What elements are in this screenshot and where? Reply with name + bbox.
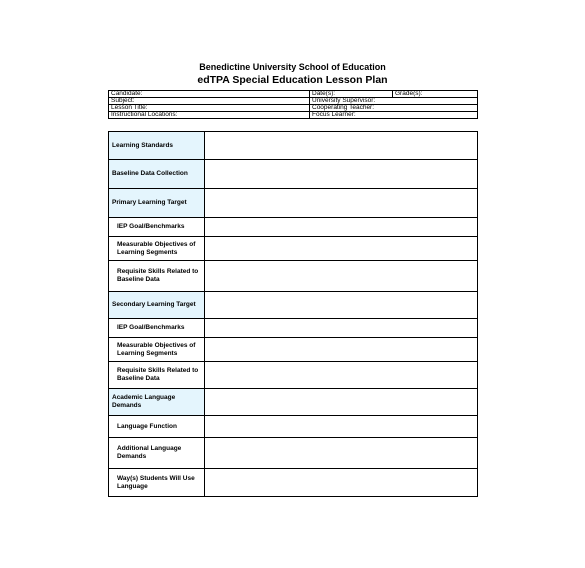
table-row: [109, 319, 478, 338]
table-row: [109, 160, 478, 189]
row-label: Language Function: [109, 416, 205, 438]
primary-iep-goal-field[interactable]: [205, 218, 478, 237]
row-label: Measurable Objectives of Learning Segments: [109, 338, 205, 362]
table-row: [109, 237, 478, 261]
learning-standards-field[interactable]: [205, 132, 478, 160]
primary-objectives-field[interactable]: [205, 237, 478, 261]
document-header: [0, 61, 585, 87]
table-row: [109, 362, 478, 389]
table-row: [109, 218, 478, 237]
row-label: IEP Goal/Benchmarks: [109, 218, 205, 237]
row-label: Requisite Skills Related to Baseline Data: [109, 261, 205, 292]
row-label: Baseline Data Collection: [109, 160, 205, 189]
row-label: Secondary Learning Target: [109, 292, 205, 319]
university-supervisor-field[interactable]: University Supervisor:: [310, 98, 478, 105]
cooperating-teacher-field[interactable]: Cooperating Teacher:: [310, 105, 478, 112]
lesson-title-field[interactable]: Lesson Title:: [109, 105, 310, 112]
grades-field[interactable]: Grade(s):: [393, 91, 478, 98]
additional-language-demands-field[interactable]: [205, 438, 478, 469]
instructional-locations-field[interactable]: Instructional Locations:: [109, 112, 310, 119]
table-row: [109, 189, 478, 218]
row-label: Academic Language Demands: [109, 389, 205, 416]
subject-field[interactable]: Subject:: [109, 98, 310, 105]
table-row: [109, 292, 478, 319]
baseline-data-field[interactable]: [205, 160, 478, 189]
students-use-language-field[interactable]: [205, 469, 478, 497]
academic-language-demands-field[interactable]: [205, 389, 478, 416]
primary-target-field[interactable]: [205, 189, 478, 218]
table-row: [109, 438, 478, 469]
lesson-info-table: [108, 90, 478, 119]
row-label: Requisite Skills Related to Baseline Data: [109, 362, 205, 389]
row-label: Way(s) Students Will Use Language: [109, 469, 205, 497]
secondary-target-field[interactable]: [205, 292, 478, 319]
table-row: [109, 132, 478, 160]
school-name: Benedictine University School of Education: [199, 62, 386, 72]
table-row: [109, 389, 478, 416]
candidate-field[interactable]: Candidate:: [109, 91, 310, 98]
table-row: [109, 261, 478, 292]
language-function-field[interactable]: [205, 416, 478, 438]
secondary-requisite-skills-field[interactable]: [205, 362, 478, 389]
dates-field[interactable]: Date(s):: [310, 91, 393, 98]
document-title: edTPA Special Education Lesson Plan: [197, 74, 388, 86]
table-row: [109, 338, 478, 362]
secondary-iep-goal-field[interactable]: [205, 319, 478, 338]
table-row: [109, 469, 478, 497]
focus-learner-field[interactable]: Focus Learner:: [310, 112, 478, 119]
primary-requisite-skills-field[interactable]: [205, 261, 478, 292]
table-row: [109, 416, 478, 438]
row-label: Measurable Objectives of Learning Segments: [109, 237, 205, 261]
row-label: Learning Standards: [109, 132, 205, 160]
lesson-plan-table: [108, 131, 478, 497]
secondary-objectives-field[interactable]: [205, 338, 478, 362]
row-label: Additional Language Demands: [109, 438, 205, 469]
row-label: IEP Goal/Benchmarks: [109, 319, 205, 338]
row-label: Primary Learning Target: [109, 189, 205, 218]
